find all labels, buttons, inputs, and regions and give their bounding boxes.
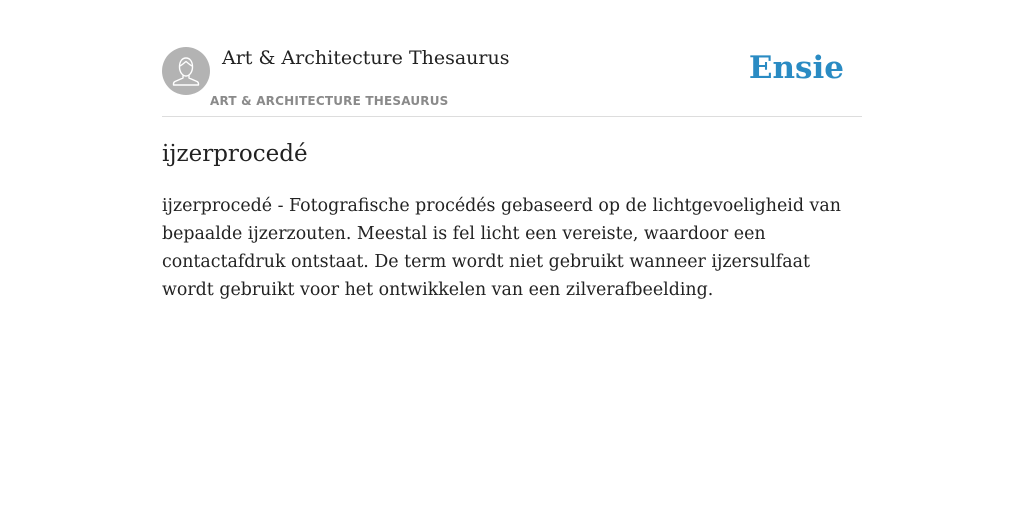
author-header — [162, 0, 862, 117]
author-tag[interactable]: ART & ARCHITECTURE THESAURUS — [210, 94, 449, 108]
author-name-link[interactable]: Art & Architecture Thesaurus — [222, 47, 510, 69]
user-silhouette-icon — [162, 47, 210, 95]
author-avatar[interactable] — [162, 47, 210, 95]
term-definition: ijzerprocedé - Fotografische procédés gebaseerd op de lichtgevoeligheid van bepaalde ijzerzouten. Meestal is fel licht een vereiste, waardoor een contactafdruk ontstaat. De term wordt niet gebruikt wanneer ijzersulfaat wordt gebruikt voor het ontwikkelen van een zilverafbeelding. — [162, 196, 841, 300]
ensie-logo-link[interactable]: Ensie — [748, 50, 844, 86]
term-title: ijzerprocedé — [162, 141, 308, 167]
